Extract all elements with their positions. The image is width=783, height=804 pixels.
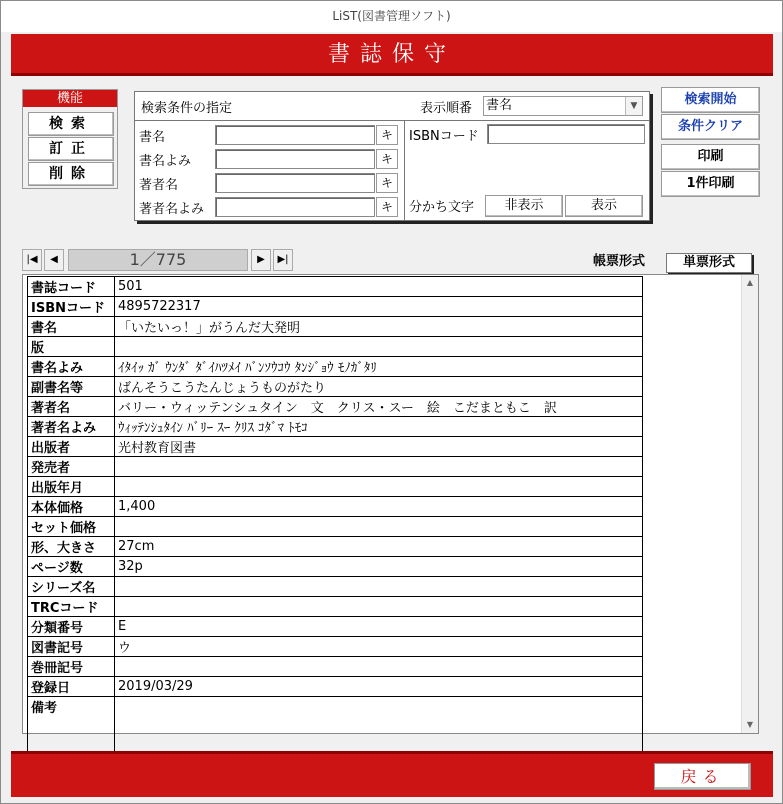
sort-order-label: 表示順番	[420, 101, 473, 116]
table-row	[28, 377, 643, 397]
field-value[interactable]	[115, 517, 643, 537]
field-label: セット価格	[28, 517, 115, 537]
vertical-scrollbar[interactable]	[741, 275, 758, 733]
field-value[interactable]: E	[115, 617, 643, 637]
table-row	[28, 577, 643, 597]
function-panel-title: 機能	[23, 90, 117, 107]
table-row	[28, 457, 643, 477]
field-value[interactable]	[115, 597, 643, 617]
field-value[interactable]: ウ	[115, 637, 643, 657]
table-row	[28, 497, 643, 517]
field-value[interactable]: 1,400	[115, 497, 643, 517]
field-label: 発売者	[28, 457, 115, 477]
field-value[interactable]	[115, 477, 643, 497]
field-label: 著者名よみ	[28, 417, 115, 437]
author-reading-key-button[interactable]: キ	[376, 197, 398, 217]
back-button[interactable]: 戻る	[654, 763, 751, 790]
field-label: 形、大きさ	[28, 537, 115, 557]
field-value[interactable]: 501	[115, 277, 643, 297]
table-row	[28, 337, 643, 357]
title-reading-key-button[interactable]: キ	[376, 149, 398, 169]
table-row	[28, 537, 643, 557]
record-position: 1／775	[68, 249, 248, 271]
field-label: シリーズ名	[28, 577, 115, 597]
record-detail	[22, 274, 759, 734]
field-value[interactable]	[115, 657, 643, 677]
footer-bar	[11, 751, 773, 797]
table-row	[28, 637, 643, 657]
field-value[interactable]	[115, 577, 643, 597]
field-value[interactable]: ばんそうこうたんじょうものがたり	[115, 377, 643, 397]
field-value[interactable]: バリー・ウィッテンシュタイン 文 クリス・スー 絵 こだまともこ 訳	[115, 397, 643, 417]
field-label: 備考	[28, 697, 115, 753]
field-label: ISBNコード	[28, 297, 115, 317]
scroll-down-icon[interactable]: ▼	[746, 720, 754, 729]
sort-order-value: 書名	[486, 98, 513, 113]
chevron-down-icon[interactable]: ▼	[625, 97, 642, 115]
separator-char-label: 分かち文字	[409, 200, 475, 215]
table-row	[28, 677, 643, 697]
field-label: 本体価格	[28, 497, 115, 517]
field-value[interactable]: 27cm	[115, 537, 643, 557]
main-content	[11, 79, 773, 749]
print-one-button[interactable]: 1件印刷	[661, 171, 760, 197]
field-value[interactable]: ｳｨｯﾃﾝｼｭﾀｲﾝ ﾊﾞﾘｰ ｽｰ ｸﾘｽ ｺﾀﾞﾏ ﾄﾓｺ	[115, 417, 643, 437]
search-mode-button[interactable]: 検索	[28, 112, 114, 136]
delete-mode-button[interactable]: 削除	[28, 162, 114, 186]
show-separator-button[interactable]: 表示	[565, 195, 643, 217]
field-label: 書名	[28, 317, 115, 337]
field-label: 図書記号	[28, 637, 115, 657]
table-row	[28, 557, 643, 577]
search-start-button[interactable]: 検索開始	[661, 87, 760, 113]
field-label: 出版年月	[28, 477, 115, 497]
clear-conditions-button[interactable]: 条件クリア	[661, 114, 760, 140]
table-row	[28, 597, 643, 617]
field-label: 登録日	[28, 677, 115, 697]
field-value[interactable]: 光村教育図書	[115, 437, 643, 457]
table-row	[28, 397, 643, 417]
scroll-up-icon[interactable]: ▲	[746, 278, 754, 287]
record-table	[27, 276, 643, 753]
field-label: 著者名	[28, 397, 115, 417]
table-row	[28, 617, 643, 637]
title-label: 書名	[139, 130, 166, 145]
table-row	[28, 517, 643, 537]
field-label: ページ数	[28, 557, 115, 577]
author-reading-input[interactable]	[215, 197, 375, 217]
search-conditions-panel	[134, 91, 650, 221]
field-label: 書名よみ	[28, 357, 115, 377]
isbn-input[interactable]	[487, 124, 645, 144]
first-record-icon[interactable]: |◀	[22, 249, 42, 271]
title-reading-label: 書名よみ	[139, 154, 192, 169]
field-label: 版	[28, 337, 115, 357]
window-title: LiST(図書管理ソフト)	[1, 1, 782, 32]
field-label: 書誌コード	[28, 277, 115, 297]
hide-separator-button[interactable]: 非表示	[485, 195, 563, 217]
table-row	[28, 357, 643, 377]
table-row	[28, 277, 643, 297]
field-value[interactable]: 2019/03/29	[115, 677, 643, 697]
field-value[interactable]	[115, 697, 643, 753]
function-panel	[22, 89, 118, 189]
search-divider	[404, 120, 405, 220]
table-row	[28, 477, 643, 497]
field-value[interactable]	[115, 457, 643, 477]
page-title: 書誌保守	[11, 34, 773, 76]
field-value[interactable]: ｲﾀｲｯ ｶﾞ ｳﾝﾀﾞ ﾀﾞｲﾊﾂﾒｲ ﾊﾞﾝｿｳｺｳ ﾀﾝｼﾞｮｳ ﾓﾉｶﾞﾀﾘ	[115, 357, 643, 377]
print-button[interactable]: 印刷	[661, 144, 760, 170]
table-row	[28, 697, 643, 753]
title-input[interactable]	[215, 125, 375, 145]
author-input[interactable]	[215, 173, 375, 193]
isbn-label: ISBNコード	[409, 129, 479, 144]
prev-record-icon[interactable]: ◀	[44, 249, 64, 271]
title-reading-input[interactable]	[215, 149, 375, 169]
field-label: 出版者	[28, 437, 115, 457]
field-label: 巻冊記号	[28, 657, 115, 677]
table-row	[28, 317, 643, 337]
table-row	[28, 417, 643, 437]
author-reading-label: 著者名よみ	[139, 202, 205, 217]
title-key-button[interactable]: キ	[376, 125, 398, 145]
field-label: 副書名等	[28, 377, 115, 397]
last-record-icon[interactable]: ▶|	[273, 249, 293, 271]
field-value[interactable]	[115, 337, 643, 357]
sort-order-select[interactable]	[483, 96, 643, 116]
table-row	[28, 657, 643, 677]
author-key-button[interactable]: キ	[376, 173, 398, 193]
table-row	[28, 297, 643, 317]
next-record-icon[interactable]: ▶	[251, 249, 271, 271]
tab-single-format[interactable]: 単票形式	[666, 253, 752, 273]
search-conditions-title: 検索条件の指定	[141, 101, 233, 116]
field-label: 分類番号	[28, 617, 115, 637]
field-value[interactable]: 「いたいっ！」がうんだ大発明	[115, 317, 643, 337]
field-value[interactable]: 4895722317	[115, 297, 643, 317]
table-row	[28, 437, 643, 457]
field-label: TRCコード	[28, 597, 115, 617]
edit-mode-button[interactable]: 訂正	[28, 137, 114, 161]
author-label: 著者名	[139, 178, 179, 193]
tab-list-format[interactable]: 帳票形式	[592, 254, 645, 269]
field-value[interactable]: 32p	[115, 557, 643, 577]
